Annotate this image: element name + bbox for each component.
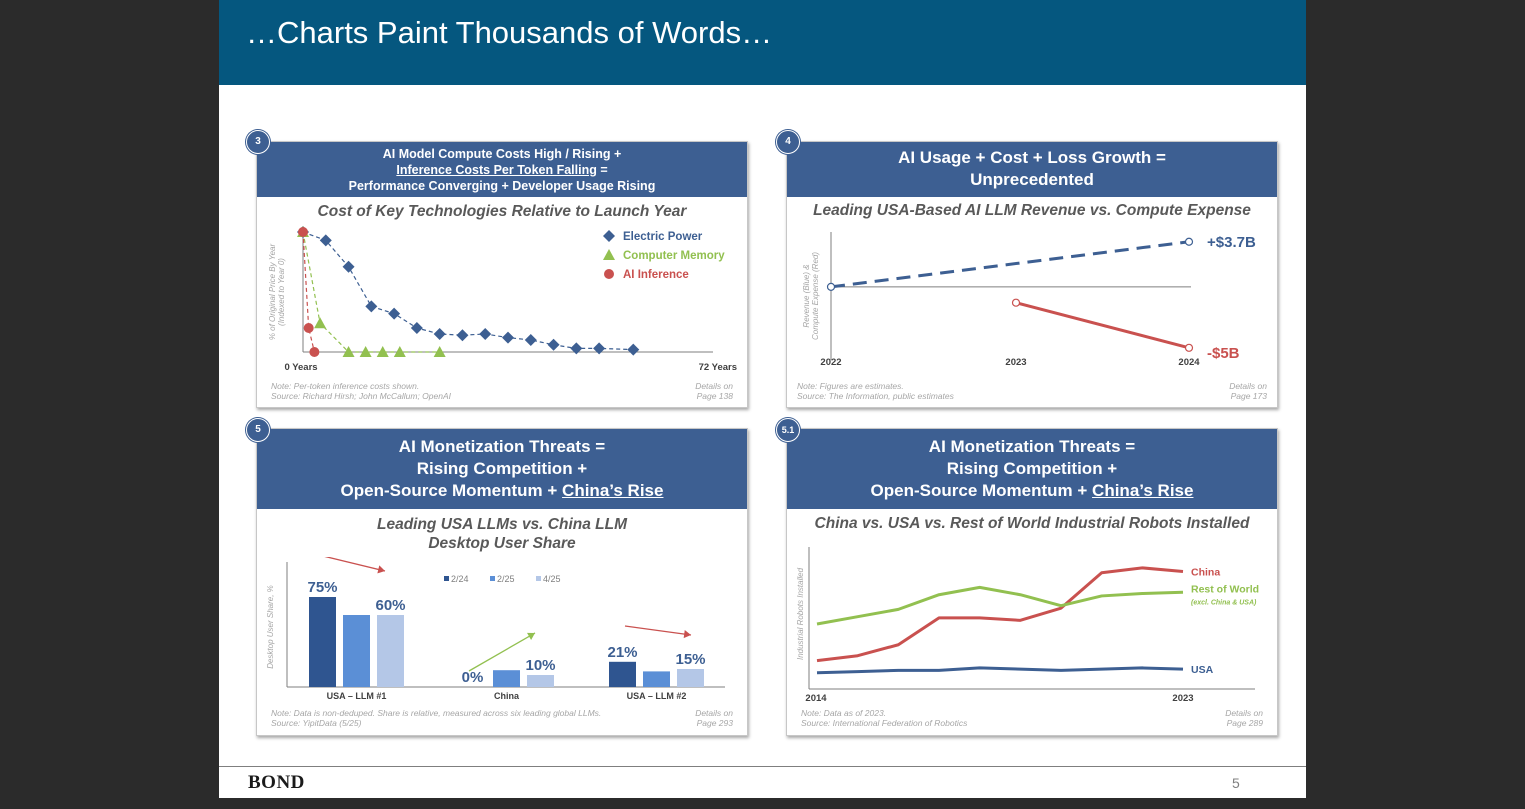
legend-marker: [604, 269, 614, 279]
chart-title: China vs. USA vs. Rest of World Industrial Robots Installed: [814, 515, 1250, 532]
y-axis-label-line: Compute Expense (Red): [811, 251, 820, 341]
header-line: Unprecedented: [970, 170, 1094, 189]
chart-title: [257, 515, 747, 553]
x-tick-label: China: [493, 691, 520, 701]
title-bar: [219, 0, 1306, 85]
header-line: AI Monetization Threats =: [398, 437, 606, 456]
details-line: Details on: [695, 381, 733, 391]
series-line: [1016, 303, 1189, 348]
legend-marker: [444, 576, 449, 581]
chart-industrial-robots: [787, 539, 1277, 707]
data-point: [1186, 344, 1193, 351]
source-line: Source: International Federation of Robotics: [801, 717, 968, 728]
series-line: [303, 232, 314, 352]
chart-note: [271, 382, 451, 401]
end-value-label: -$5B: [1207, 344, 1240, 362]
panel-industrial-robots: [786, 428, 1278, 736]
legend-marker: [490, 576, 495, 581]
panel-header: [257, 142, 747, 197]
panel-badge: 3: [246, 130, 270, 154]
data-point: [593, 342, 605, 354]
bar: [343, 615, 370, 687]
y-axis-label: Desktop User Share, %: [266, 585, 275, 669]
panel-badge: 5: [246, 418, 270, 442]
bar: [377, 615, 404, 687]
header-text: Open-Source Momentum +: [870, 481, 1093, 500]
x-tick-label: 72 Years: [698, 362, 737, 373]
legend-label: 2/25: [497, 574, 515, 584]
legend-label: Electric Power: [623, 231, 703, 243]
data-point: [343, 261, 355, 273]
data-point: [298, 227, 308, 237]
series-line: [831, 242, 1189, 287]
header-line: Rising Competition +: [416, 459, 588, 478]
header-underlined-text: China’s Rise: [1092, 481, 1194, 500]
x-tick-label: 2014: [805, 693, 827, 704]
details-line: Details on: [1225, 708, 1263, 718]
chart-note: [271, 709, 601, 728]
data-label: 15%: [675, 651, 706, 668]
chart-title-line: Desktop User Share: [428, 535, 576, 552]
chart-note: [797, 382, 954, 401]
bar: [527, 675, 554, 687]
details-ref: [695, 382, 733, 401]
panel-badge: 5.1: [776, 418, 800, 442]
page-number: 5: [1232, 775, 1240, 791]
details-page: Page 289: [1226, 717, 1263, 728]
header-line: Performance Converging + Developer Usage Rising: [348, 179, 656, 193]
y-axis-label: [802, 252, 820, 340]
panel-revenue-vs-compute: [786, 141, 1278, 408]
details-ref: [1229, 382, 1267, 401]
bar: [677, 669, 704, 687]
panel-header: [257, 429, 747, 509]
series-label: USA: [1191, 664, 1214, 677]
data-point: [314, 317, 326, 328]
data-point: [548, 339, 560, 351]
details-page: Page 173: [1230, 390, 1267, 401]
chart-title-line: Leading USA LLMs vs. China LLM: [376, 516, 628, 533]
data-point: [627, 344, 639, 356]
data-label: 75%: [307, 579, 338, 596]
trend-arrow: [323, 557, 385, 571]
chart-note: [801, 709, 967, 728]
footer-divider: [219, 766, 1306, 767]
details-ref: [1225, 709, 1263, 728]
source-line: Source: YipitData (5/25): [271, 717, 362, 728]
y-axis-label-line: % of Original Price By Year: [268, 243, 277, 341]
x-tick-label: 2024: [1178, 357, 1200, 368]
panel-badge: 4: [776, 130, 800, 154]
trend-arrow: [625, 626, 691, 635]
y-axis-label-line: Revenue (Blue) &: [802, 264, 811, 328]
header-line: AI Usage + Cost + Loss Growth =: [898, 148, 1166, 167]
chart-revenue-vs-compute: [787, 222, 1277, 377]
data-label: 0%: [461, 669, 484, 686]
note-line: Note: Per-token inference costs shown.: [271, 381, 420, 391]
data-point: [828, 283, 835, 290]
series-line: [303, 232, 440, 352]
chart-llm-user-share: [257, 557, 747, 707]
header-line: [257, 162, 747, 178]
series-sublabel: (excl. China & USA): [1191, 599, 1257, 607]
header-text: Open-Source Momentum +: [340, 481, 563, 500]
chart-cost-of-technologies: [257, 222, 747, 377]
header-text: =: [596, 163, 608, 177]
slide: [219, 0, 1306, 798]
bar: [309, 597, 336, 687]
header-line: Rising Competition +: [946, 459, 1118, 478]
data-label: 10%: [525, 657, 556, 674]
details-line: Details on: [1229, 381, 1267, 391]
series-line: [303, 232, 633, 350]
data-point: [1013, 299, 1020, 306]
legend-label: 2/24: [451, 574, 469, 584]
data-point: [525, 334, 537, 346]
legend-marker: [603, 230, 615, 242]
bar: [493, 670, 520, 687]
note-line: Note: Figures are estimates.: [797, 381, 904, 391]
x-tick-label: USA – LLM #1: [326, 691, 387, 701]
y-axis-label: Industrial Robots Installed: [796, 567, 805, 661]
panel-llm-user-share: [256, 428, 748, 736]
brand-logo: BOND: [248, 772, 305, 793]
note-line: Note: Data is non-deduped. Share is relative, measured across six leading global LLMs.: [271, 708, 602, 718]
data-point: [411, 322, 423, 334]
x-tick-label: 2023: [1172, 693, 1194, 704]
header-line: [257, 480, 747, 502]
data-point: [309, 347, 319, 357]
legend-marker: [603, 249, 615, 260]
details-ref: [695, 709, 733, 728]
header-underlined-text: China’s Rise: [562, 481, 664, 500]
chart-title: Cost of Key Technologies Relative to Launch Year: [317, 203, 687, 220]
panel-cost-of-technologies: [256, 141, 748, 408]
data-label: 21%: [607, 643, 638, 661]
source-line: Source: The Information, public estimates: [797, 390, 954, 401]
legend-label: 4/25: [543, 574, 561, 584]
header-line: AI Monetization Threats =: [928, 437, 1136, 456]
x-tick-label: 2022: [820, 357, 842, 368]
slide-title: …Charts Paint Thousands of Words…: [246, 15, 773, 50]
data-label: 60%: [375, 597, 406, 614]
series-label: China: [1191, 566, 1221, 579]
panel-header: [787, 142, 1277, 197]
header-line: [787, 480, 1277, 502]
details-page: Page 138: [696, 390, 733, 401]
x-tick-label: USA – LLM #2: [626, 691, 687, 701]
y-axis-label-line: (Indexed to Year 0): [277, 258, 286, 326]
header-line: AI Model Compute Costs High / Rising +: [382, 147, 622, 161]
x-tick-label: 2023: [1005, 357, 1027, 368]
data-point: [479, 328, 491, 340]
source-line: Source: Richard Hirsh; John McCallum; OpenAI: [271, 390, 451, 401]
series-label: Rest of World: [1191, 583, 1260, 596]
trend-arrowhead: [684, 630, 691, 638]
y-axis-label: [268, 243, 286, 340]
bar: [643, 671, 670, 687]
bar: [609, 662, 636, 687]
x-tick-label: 0 Years: [284, 362, 318, 373]
legend-label: AI Inference: [623, 269, 689, 281]
note-line: Note: Data as of 2023.: [801, 708, 887, 718]
chart-title: Leading USA-Based AI LLM Revenue vs. Compute Expense: [813, 202, 1251, 219]
panel-header: [787, 429, 1277, 509]
legend-label: Computer Memory: [623, 250, 725, 262]
data-point: [1186, 238, 1193, 245]
series-line: [817, 668, 1183, 673]
data-point: [434, 328, 446, 340]
header-underlined-text: Inference Costs Per Token Falling: [396, 163, 597, 177]
data-point: [456, 329, 468, 341]
trend-arrowhead: [377, 565, 385, 573]
details-line: Details on: [695, 708, 733, 718]
end-value-label: +$3.7B: [1207, 233, 1256, 251]
data-point: [304, 323, 314, 333]
details-page: Page 293: [696, 717, 733, 728]
data-point: [502, 332, 514, 344]
data-point: [388, 308, 400, 320]
data-point: [365, 300, 377, 312]
data-point: [570, 342, 582, 354]
legend-marker: [536, 576, 541, 581]
